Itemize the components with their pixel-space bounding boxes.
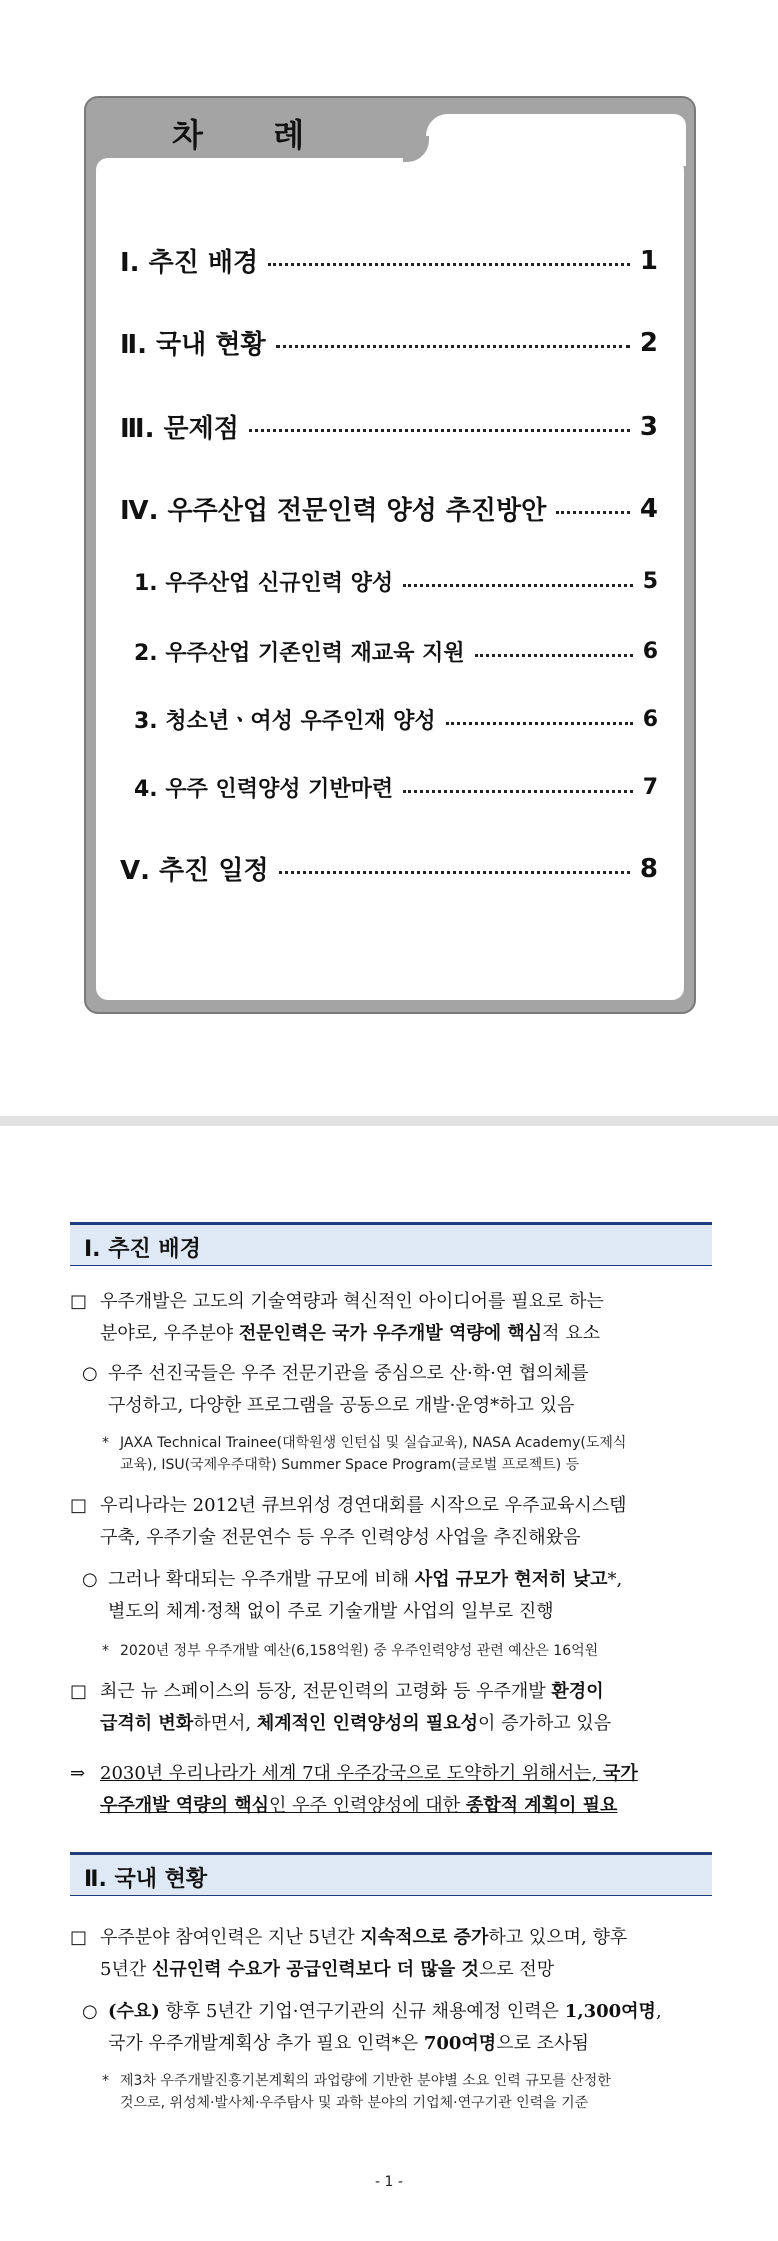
emphasis-text: 사업 규모가 현저히 낮고 [414, 1569, 608, 1590]
page-separator [0, 1116, 778, 1126]
emphasis-text: 신규인력 수요가 공급인력보다 더 많을 것 [151, 1959, 479, 1980]
footnote-line: 것으로, 위성체·발사체·우주탐사 및 과학 분야의 기업체·연구기관 인력을 기준 [120, 2095, 589, 2111]
footnote-line: JAXA Technical Trainee(대학원생 인턴십 및 실습교육), NASA Academy(도제식 [120, 1435, 627, 1451]
toc-leader-dots [249, 429, 630, 432]
paragraph-box-item [70, 1490, 714, 1554]
toc-subentry[interactable] [134, 704, 658, 735]
paragraph-line: 우주개발은 고도의 기술역량과 혁신적인 아이디어를 필요로 하는 [100, 1291, 604, 1312]
footnote-marker: * [102, 2073, 109, 2089]
paragraph-line: 우주개발 역량의 핵심인 우주 인력양성에 대한 종합적 계획이 필요 [100, 1795, 618, 1816]
toc-entry-label: 4. 우주 인력양성 기반마련 [134, 777, 394, 802]
paragraph-line: 우주분야 참여인력은 지난 5년간 지속적으로 증가하고 있으며, 향후 [100, 1927, 628, 1948]
paragraph-line: 우리나라는 2012년 큐브위성 경연대회를 시작으로 우주교육시스템 [100, 1495, 627, 1516]
toc-leader-dots [403, 790, 633, 793]
toc-subentry[interactable] [134, 636, 658, 667]
footnote-marker: * [102, 1435, 109, 1451]
paragraph-line: 구성하고, 다양한 프로그램을 공동으로 개발·운영*하고 있음 [108, 1395, 575, 1416]
toc-leader-dots [556, 511, 630, 514]
toc-title [172, 110, 304, 156]
paragraph-line: 5년간 신규인력 수요가 공급인력보다 더 많을 것으로 전망 [100, 1959, 555, 1980]
section-heading-text: Ⅰ. 추진 배경 [84, 1237, 201, 1262]
paragraph-line: (수요) 향후 5년간 기업·연구기관의 신규 채용예정 인력은 1,300여명, [108, 2001, 662, 2022]
footnote [102, 2070, 712, 2114]
paragraph-line: 급격히 변화하면서, 체계적인 인력양성의 필요성이 증가하고 있음 [100, 1713, 612, 1734]
toc-leader-dots [268, 263, 630, 266]
arrow-bullet: ⇒ [70, 1763, 86, 1784]
emphasis-text: (수요) [108, 2001, 160, 2022]
toc-entry-page: 6 [642, 639, 658, 664]
toc-entry-label: 1. 우주산업 신규인력 양성 [134, 571, 394, 596]
paragraph-conclusion [70, 1758, 714, 1822]
section-heading [70, 1222, 712, 1266]
paragraph-line: 별도의 체계·정책 없이 주로 기술개발 사업의 일부로 진행 [108, 1601, 554, 1622]
toc-entry-label: 2. 우주산업 기존인력 재교육 지원 [134, 641, 465, 666]
footnote [102, 1640, 712, 1662]
toc-entry-label: Ⅱ. 국내 현황 [120, 330, 266, 360]
paragraph-line: 구축, 우주기술 전문연수 등 우주 인력양성 사업을 추진해왔음 [100, 1527, 581, 1548]
emphasis-text: 급격히 변화 [100, 1713, 194, 1734]
toc-entry-page: 1 [639, 245, 658, 276]
footnote-line: 교육), ISU(국제우주대학) Summer Space Program(글로벌 프로젝트) 등 [120, 1457, 580, 1473]
toc-entry[interactable] [120, 324, 658, 361]
emphasis-text: 체계적인 인력양성의 필요성 [256, 1713, 479, 1734]
paragraph-circle-item [82, 1996, 714, 2060]
toc-entry-label: 3. 청소년ㆍ여성 우주인재 양성 [134, 709, 436, 734]
footnote-line: 제3차 우주개발진흥기본계획의 과업량에 기반한 분야별 소요 인력 규모를 산정한 [120, 2073, 611, 2089]
toc-leader-dots [279, 871, 630, 874]
toc-leader-dots [475, 654, 633, 657]
toc-entry-label: Ⅴ. 추진 일정 [120, 856, 269, 886]
footnote [102, 1432, 712, 1476]
paragraph-circle-item [82, 1564, 714, 1628]
toc-leader-dots [403, 584, 633, 587]
emphasis-text: 전문인력은 국가 우주개발 역량에 핵심 [238, 1323, 543, 1344]
box-bullet: □ [70, 1495, 88, 1516]
paragraph-line: 그러나 확대되는 우주개발 규모에 비해 사업 규모가 현저히 낮고*, [108, 1569, 623, 1590]
toc-subentry[interactable] [134, 772, 658, 803]
toc-entry[interactable] [120, 242, 658, 279]
emphasis-text: 국가 [602, 1763, 638, 1784]
box-bullet: □ [70, 1291, 88, 1312]
emphasis-text: 우주개발 역량의 핵심 [100, 1795, 270, 1816]
box-bullet: □ [70, 1681, 88, 1702]
toc-entry-label: Ⅳ. 우주산업 전문인력 양성 추진방안 [120, 496, 547, 526]
paragraph-circle-item [82, 1358, 714, 1422]
paragraph-box-item [70, 1676, 714, 1740]
footnote-marker: * [102, 1643, 109, 1659]
toc-subentry[interactable] [134, 566, 658, 597]
toc-entry-label: Ⅰ. 추진 배경 [120, 248, 259, 278]
paragraph-line: 최근 뉴 스페이스의 등장, 전문인력의 고령화 등 우주개발 환경이 [100, 1681, 604, 1702]
toc-entry-page: 7 [642, 775, 658, 800]
circle-bullet: ○ [82, 1363, 98, 1384]
toc-title-char: 차 [172, 116, 203, 154]
section-heading-text: Ⅱ. 국내 현황 [84, 1867, 208, 1892]
toc-leader-dots [446, 722, 633, 725]
toc-entry-page: 4 [639, 493, 658, 524]
toc-entry-page: 3 [639, 411, 658, 442]
paragraph-box-item [70, 1922, 714, 1986]
emphasis-text: 700여명 [423, 2033, 497, 2054]
paragraph-line: 국가 우주개발계획상 추가 필요 인력*은 700여명으로 조사됨 [108, 2033, 589, 2054]
toc-title-char: 례 [273, 116, 305, 154]
paragraph-box-item [70, 1286, 714, 1350]
paragraph-line: 2030년 우리나라가 세계 7대 우주강국으로 도약하기 위해서는, 국가 [100, 1763, 638, 1784]
paragraph-line: 분야로, 우주분야 전문인력은 국가 우주개발 역량에 핵심적 요소 [100, 1323, 601, 1344]
toc-entry-page: 2 [639, 327, 658, 358]
toc-entry[interactable] [120, 490, 658, 527]
paragraph-line: 우주 선진국들은 우주 전문기관을 중심으로 산·학·연 협의체를 [108, 1363, 589, 1384]
toc-entry-page: 5 [642, 569, 658, 594]
circle-bullet: ○ [82, 2001, 98, 2022]
emphasis-text: 지속적으로 증가 [360, 1927, 489, 1948]
emphasis-text: 환경이 [551, 1681, 604, 1702]
toc-entry-page: 6 [642, 707, 658, 732]
toc-leader-dots [276, 345, 630, 348]
toc-entry[interactable] [120, 408, 658, 445]
toc-entry[interactable] [120, 850, 658, 887]
toc-entry-page: 8 [639, 853, 658, 884]
emphasis-text: 1,300여명 [564, 2001, 656, 2022]
box-bullet: □ [70, 1927, 88, 1948]
page-number: - 1 - [375, 2174, 403, 2190]
section-heading [70, 1852, 712, 1896]
emphasis-text: 종합적 계획이 필요 [465, 1795, 618, 1816]
footnote-line: 2020년 정부 우주개발 예산(6,158억원) 중 우주인력양성 관련 예산은 16억원 [120, 1643, 599, 1659]
circle-bullet: ○ [82, 1569, 98, 1590]
toc-entry-label: Ⅲ. 문제점 [120, 414, 239, 444]
